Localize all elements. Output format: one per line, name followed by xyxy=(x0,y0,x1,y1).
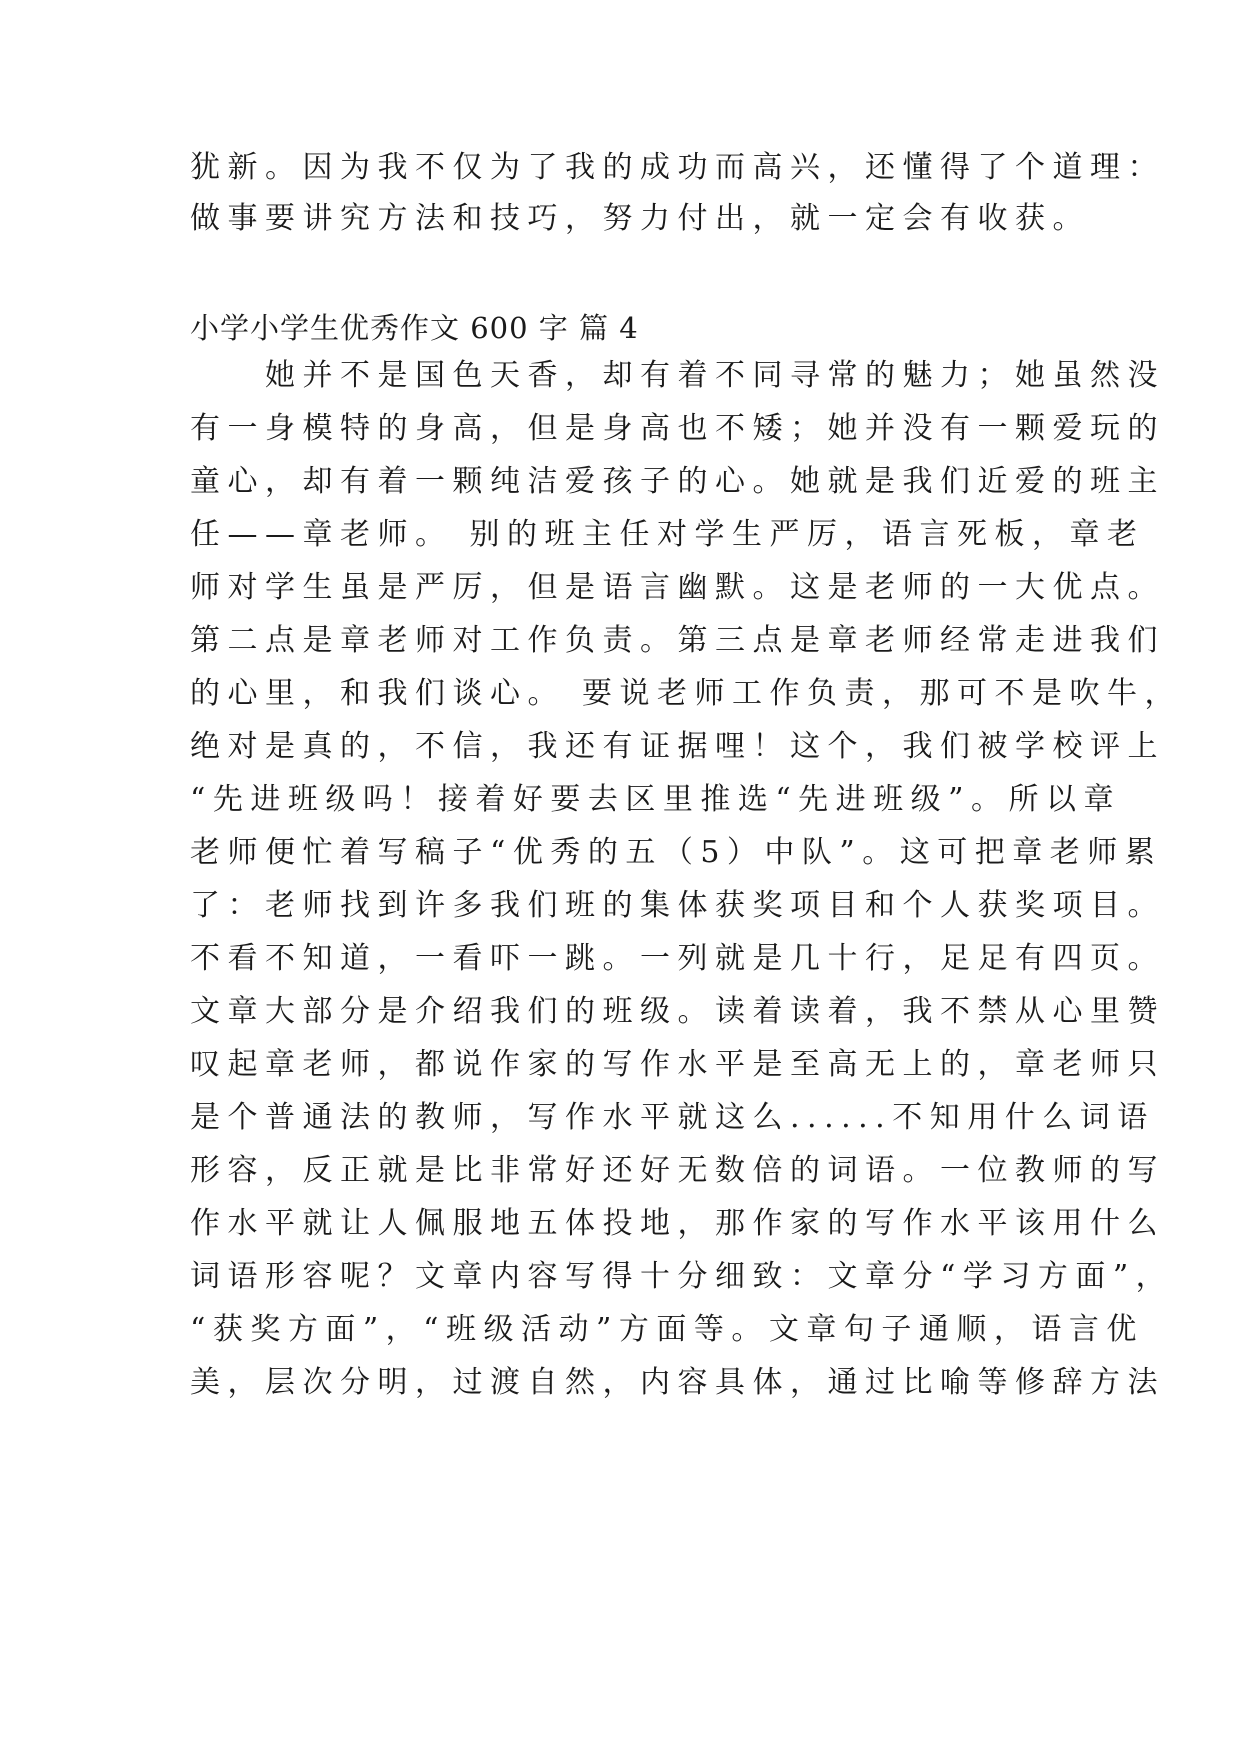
body-line-11: 了：老师找到许多我们班的集体获奖项目和个人获奖项目。 xyxy=(190,888,1165,923)
body-line-1: 她并不是国色天香，却有着不同寻常的魅力；她虽然没 xyxy=(190,358,1165,393)
body-line-20: 美，层次分明，过渡自然，内容具体，通过比喻等修辞方法 xyxy=(190,1365,1165,1400)
body-line-19: “获奖方面”，“班级活动”方面等。文章句子通顺，语言优 xyxy=(190,1312,1144,1347)
body-line-4: 任——章老师。 别的班主任对学生严厉，语言死板，章老 xyxy=(190,517,1145,552)
body-line-17: 作水平就让人佩服地五体投地，那作家的写作水平该用什么 xyxy=(190,1206,1165,1241)
body-line-16: 形容，反正就是比非常好还好无数倍的词语。一位教师的写 xyxy=(190,1153,1165,1188)
body-line-2: 有一身模特的身高，但是身高也不矮；她并没有一颗爱玩的 xyxy=(190,411,1165,446)
body-line-18: 词语形容呢？文章内容写得十分细致：文章分“学习方面”， xyxy=(190,1259,1174,1294)
intro-line-1: 犹新。因为我不仅为了我的成功而高兴，还懂得了个道理： xyxy=(190,150,1165,185)
intro-line-2: 做事要讲究方法和技巧，努力付出，就一定会有收获。 xyxy=(190,201,1090,236)
body-line-14: 叹起章老师，都说作家的写作水平是至高无上的，章老师只 xyxy=(190,1047,1165,1082)
body-line-3: 童心，却有着一颗纯洁爱孩子的心。她就是我们近爱的班主 xyxy=(190,464,1165,499)
body-line-7: 的心里，和我们谈心。 要说老师工作负责，那可不是吹牛， xyxy=(190,676,1183,711)
body-line-15: 是个普通法的教师，写作水平就这么......不知用什么词语 xyxy=(190,1100,1155,1135)
body-line-12: 不看不知道，一看吓一跳。一列就是几十行，足足有四页。 xyxy=(190,941,1165,976)
body-line-6: 第二点是章老师对工作负责。第三点是章老师经常走进我们 xyxy=(190,623,1165,658)
body-line-5: 师对学生虽是严厉，但是语言幽默。这是老师的一大优点。 xyxy=(190,570,1165,605)
body-line-9: “先进班级吗！接着好要去区里推选“先进班级”。所以章 xyxy=(190,782,1122,817)
body-line-10: 老师便忙着写稿子“优秀的五（5）中队”。这可把章老师累 xyxy=(190,835,1163,870)
body-line-8: 绝对是真的，不信，我还有证据哩！这个，我们被学校评上 xyxy=(190,729,1165,764)
section-title: 小学小学生优秀作文 600 字 篇 4 xyxy=(190,311,639,345)
body-line-13: 文章大部分是介绍我们的班级。读着读着，我不禁从心里赞 xyxy=(190,994,1165,1029)
